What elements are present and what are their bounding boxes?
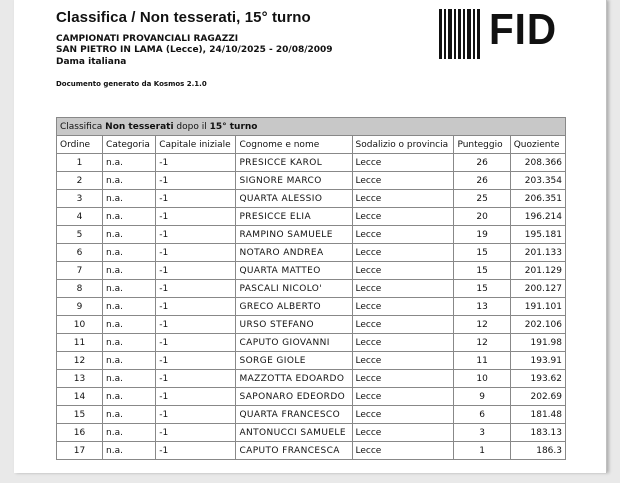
table-row (57, 244, 566, 262)
cell-nome: MAZZOTTA EDOARDO (236, 370, 352, 388)
cell-ordine: 15 (57, 406, 103, 424)
cell-capitale: -1 (156, 424, 236, 442)
cell-categoria: n.a. (103, 154, 156, 172)
table-row (57, 190, 566, 208)
cell-quoziente: 202.106 (510, 316, 565, 334)
cell-quoziente: 203.354 (510, 172, 565, 190)
cell-categoria: n.a. (103, 298, 156, 316)
cell-punteggio: 15 (454, 244, 510, 262)
cell-nome: PRESICCE KAROL (236, 154, 352, 172)
cell-sodalizio: Lecce (352, 442, 454, 460)
cell-punteggio: 20 (454, 208, 510, 226)
cell-sodalizio: Lecce (352, 262, 454, 280)
cell-categoria: n.a. (103, 190, 156, 208)
cell-nome: PRESICCE ELIA (236, 208, 352, 226)
cell-punteggio: 15 (454, 262, 510, 280)
cell-quoziente: 186.3 (510, 442, 565, 460)
cell-nome: RAMPINO SAMUELE (236, 226, 352, 244)
cell-capitale: -1 (156, 280, 236, 298)
cell-nome: QUARTA MATTEO (236, 262, 352, 280)
cell-ordine: 12 (57, 352, 103, 370)
cell-sodalizio: Lecce (352, 280, 454, 298)
cell-nome: SORGE GIOLE (236, 352, 352, 370)
cell-sodalizio: Lecce (352, 244, 454, 262)
cell-categoria: n.a. (103, 316, 156, 334)
header-categoria: Categoria (103, 136, 156, 154)
cell-nome: PASCALI NICOLO' (236, 280, 352, 298)
tournament-place-dates: SAN PIETRO IN LAMA (Lecce), 24/10/2025 - 20/08/2009 (56, 45, 333, 55)
cell-punteggio: 15 (454, 280, 510, 298)
caption-prefix: Classifica (60, 121, 106, 132)
header-sodalizio: Sodalizio o provincia (352, 136, 454, 154)
cell-punteggio: 19 (454, 226, 510, 244)
cell-sodalizio: Lecce (352, 172, 454, 190)
cell-nome: URSO STEFANO (236, 316, 352, 334)
cell-categoria: n.a. (103, 388, 156, 406)
header-punteggio: Punteggio (454, 136, 510, 154)
cell-capitale: -1 (156, 190, 236, 208)
cell-quoziente: 201.129 (510, 262, 565, 280)
table-row (57, 334, 566, 352)
caption-middle: dopo il (173, 121, 210, 132)
fid-logo (439, 5, 557, 59)
cell-categoria: n.a. (103, 244, 156, 262)
header-nome: Cognome e nome (236, 136, 352, 154)
cell-categoria: n.a. (103, 226, 156, 244)
header-capitale: Capitale iniziale (156, 136, 236, 154)
cell-sodalizio: Lecce (352, 334, 454, 352)
cell-sodalizio: Lecce (352, 370, 454, 388)
cell-quoziente: 181.48 (510, 406, 565, 424)
cell-ordine: 2 (57, 172, 103, 190)
cell-quoziente: 200.127 (510, 280, 565, 298)
cell-capitale: -1 (156, 442, 236, 460)
cell-sodalizio: Lecce (352, 388, 454, 406)
table-row (57, 424, 566, 442)
cell-sodalizio: Lecce (352, 190, 454, 208)
fid-logo-text: FID (489, 5, 557, 54)
cell-sodalizio: Lecce (352, 316, 454, 334)
cell-punteggio: 11 (454, 352, 510, 370)
cell-categoria: n.a. (103, 334, 156, 352)
game-type: Dama italiana (56, 57, 127, 67)
cell-capitale: -1 (156, 262, 236, 280)
cell-ordine: 16 (57, 424, 103, 442)
cell-nome: ANTONUCCI SAMUELE (236, 424, 352, 442)
cell-quoziente: 195.181 (510, 226, 565, 244)
cell-ordine: 6 (57, 244, 103, 262)
cell-nome: CAPUTO FRANCESCA (236, 442, 352, 460)
cell-capitale: -1 (156, 334, 236, 352)
table-row (57, 442, 566, 460)
table-header-row (57, 136, 566, 154)
cell-punteggio: 1 (454, 442, 510, 460)
cell-ordine: 11 (57, 334, 103, 352)
generator-note: Documento generato da Kosmos 2.1.0 (56, 80, 207, 88)
cell-capitale: -1 (156, 388, 236, 406)
standings-table (56, 117, 566, 460)
cell-sodalizio: Lecce (352, 406, 454, 424)
table-body (57, 154, 566, 460)
cell-quoziente: 191.98 (510, 334, 565, 352)
cell-capitale: -1 (156, 154, 236, 172)
cell-quoziente: 183.13 (510, 424, 565, 442)
caption-round: 15° turno (209, 121, 258, 132)
caption-group: Non tesserati (105, 121, 174, 132)
cell-capitale: -1 (156, 406, 236, 424)
cell-nome: SIGNORE MARCO (236, 172, 352, 190)
cell-ordine: 13 (57, 370, 103, 388)
table-caption-row (57, 118, 566, 136)
header-ordine: Ordine (57, 136, 103, 154)
cell-ordine: 14 (57, 388, 103, 406)
cell-capitale: -1 (156, 316, 236, 334)
cell-punteggio: 12 (454, 316, 510, 334)
table-row (57, 352, 566, 370)
table-row (57, 226, 566, 244)
cell-capitale: -1 (156, 370, 236, 388)
cell-ordine: 10 (57, 316, 103, 334)
table-row (57, 370, 566, 388)
cell-capitale: -1 (156, 172, 236, 190)
cell-nome: SAPONARO EDEORDO (236, 388, 352, 406)
header-quoziente: Quoziente (510, 136, 565, 154)
table-row (57, 172, 566, 190)
cell-punteggio: 3 (454, 424, 510, 442)
cell-quoziente: 201.133 (510, 244, 565, 262)
cell-ordine: 17 (57, 442, 103, 460)
cell-sodalizio: Lecce (352, 298, 454, 316)
table-row (57, 406, 566, 424)
cell-quoziente: 208.366 (510, 154, 565, 172)
cell-punteggio: 12 (454, 334, 510, 352)
cell-categoria: n.a. (103, 424, 156, 442)
cell-sodalizio: Lecce (352, 424, 454, 442)
cell-nome: QUARTA ALESSIO (236, 190, 352, 208)
table-row (57, 388, 566, 406)
cell-categoria: n.a. (103, 352, 156, 370)
cell-categoria: n.a. (103, 172, 156, 190)
table-row (57, 262, 566, 280)
cell-quoziente: 191.101 (510, 298, 565, 316)
document-page (14, 0, 607, 473)
table-row (57, 316, 566, 334)
tournament-name: CAMPIONATI PROVANCIALI RAGAZZI (56, 34, 239, 44)
cell-capitale: -1 (156, 298, 236, 316)
cell-sodalizio: Lecce (352, 352, 454, 370)
cell-punteggio: 26 (454, 154, 510, 172)
cell-categoria: n.a. (103, 406, 156, 424)
cell-quoziente: 206.351 (510, 190, 565, 208)
cell-punteggio: 25 (454, 190, 510, 208)
cell-quoziente: 196.214 (510, 208, 565, 226)
cell-categoria: n.a. (103, 262, 156, 280)
cell-ordine: 5 (57, 226, 103, 244)
cell-ordine: 1 (57, 154, 103, 172)
cell-categoria: n.a. (103, 280, 156, 298)
cell-sodalizio: Lecce (352, 226, 454, 244)
cell-capitale: -1 (156, 352, 236, 370)
table-row (57, 298, 566, 316)
table-row (57, 280, 566, 298)
cell-quoziente: 193.91 (510, 352, 565, 370)
table-caption (57, 118, 566, 136)
cell-punteggio: 10 (454, 370, 510, 388)
cell-punteggio: 6 (454, 406, 510, 424)
table-row (57, 154, 566, 172)
cell-categoria: n.a. (103, 208, 156, 226)
cell-punteggio: 13 (454, 298, 510, 316)
cell-ordine: 3 (57, 190, 103, 208)
cell-nome: GRECO ALBERTO (236, 298, 352, 316)
cell-punteggio: 26 (454, 172, 510, 190)
cell-sodalizio: Lecce (352, 154, 454, 172)
cell-ordine: 8 (57, 280, 103, 298)
cell-categoria: n.a. (103, 370, 156, 388)
cell-nome: NOTARO ANDREA (236, 244, 352, 262)
cell-ordine: 9 (57, 298, 103, 316)
cell-ordine: 7 (57, 262, 103, 280)
fid-logo-bars-icon (439, 9, 483, 59)
cell-quoziente: 193.62 (510, 370, 565, 388)
cell-capitale: -1 (156, 208, 236, 226)
cell-ordine: 4 (57, 208, 103, 226)
cell-punteggio: 9 (454, 388, 510, 406)
cell-sodalizio: Lecce (352, 208, 454, 226)
cell-nome: CAPUTO GIOVANNI (236, 334, 352, 352)
cell-nome: QUARTA FRANCESCO (236, 406, 352, 424)
table-row (57, 208, 566, 226)
cell-quoziente: 202.69 (510, 388, 565, 406)
page-title: Classifica / Non tesserati, 15° turno (56, 9, 311, 26)
cell-categoria: n.a. (103, 442, 156, 460)
cell-capitale: -1 (156, 244, 236, 262)
cell-capitale: -1 (156, 226, 236, 244)
